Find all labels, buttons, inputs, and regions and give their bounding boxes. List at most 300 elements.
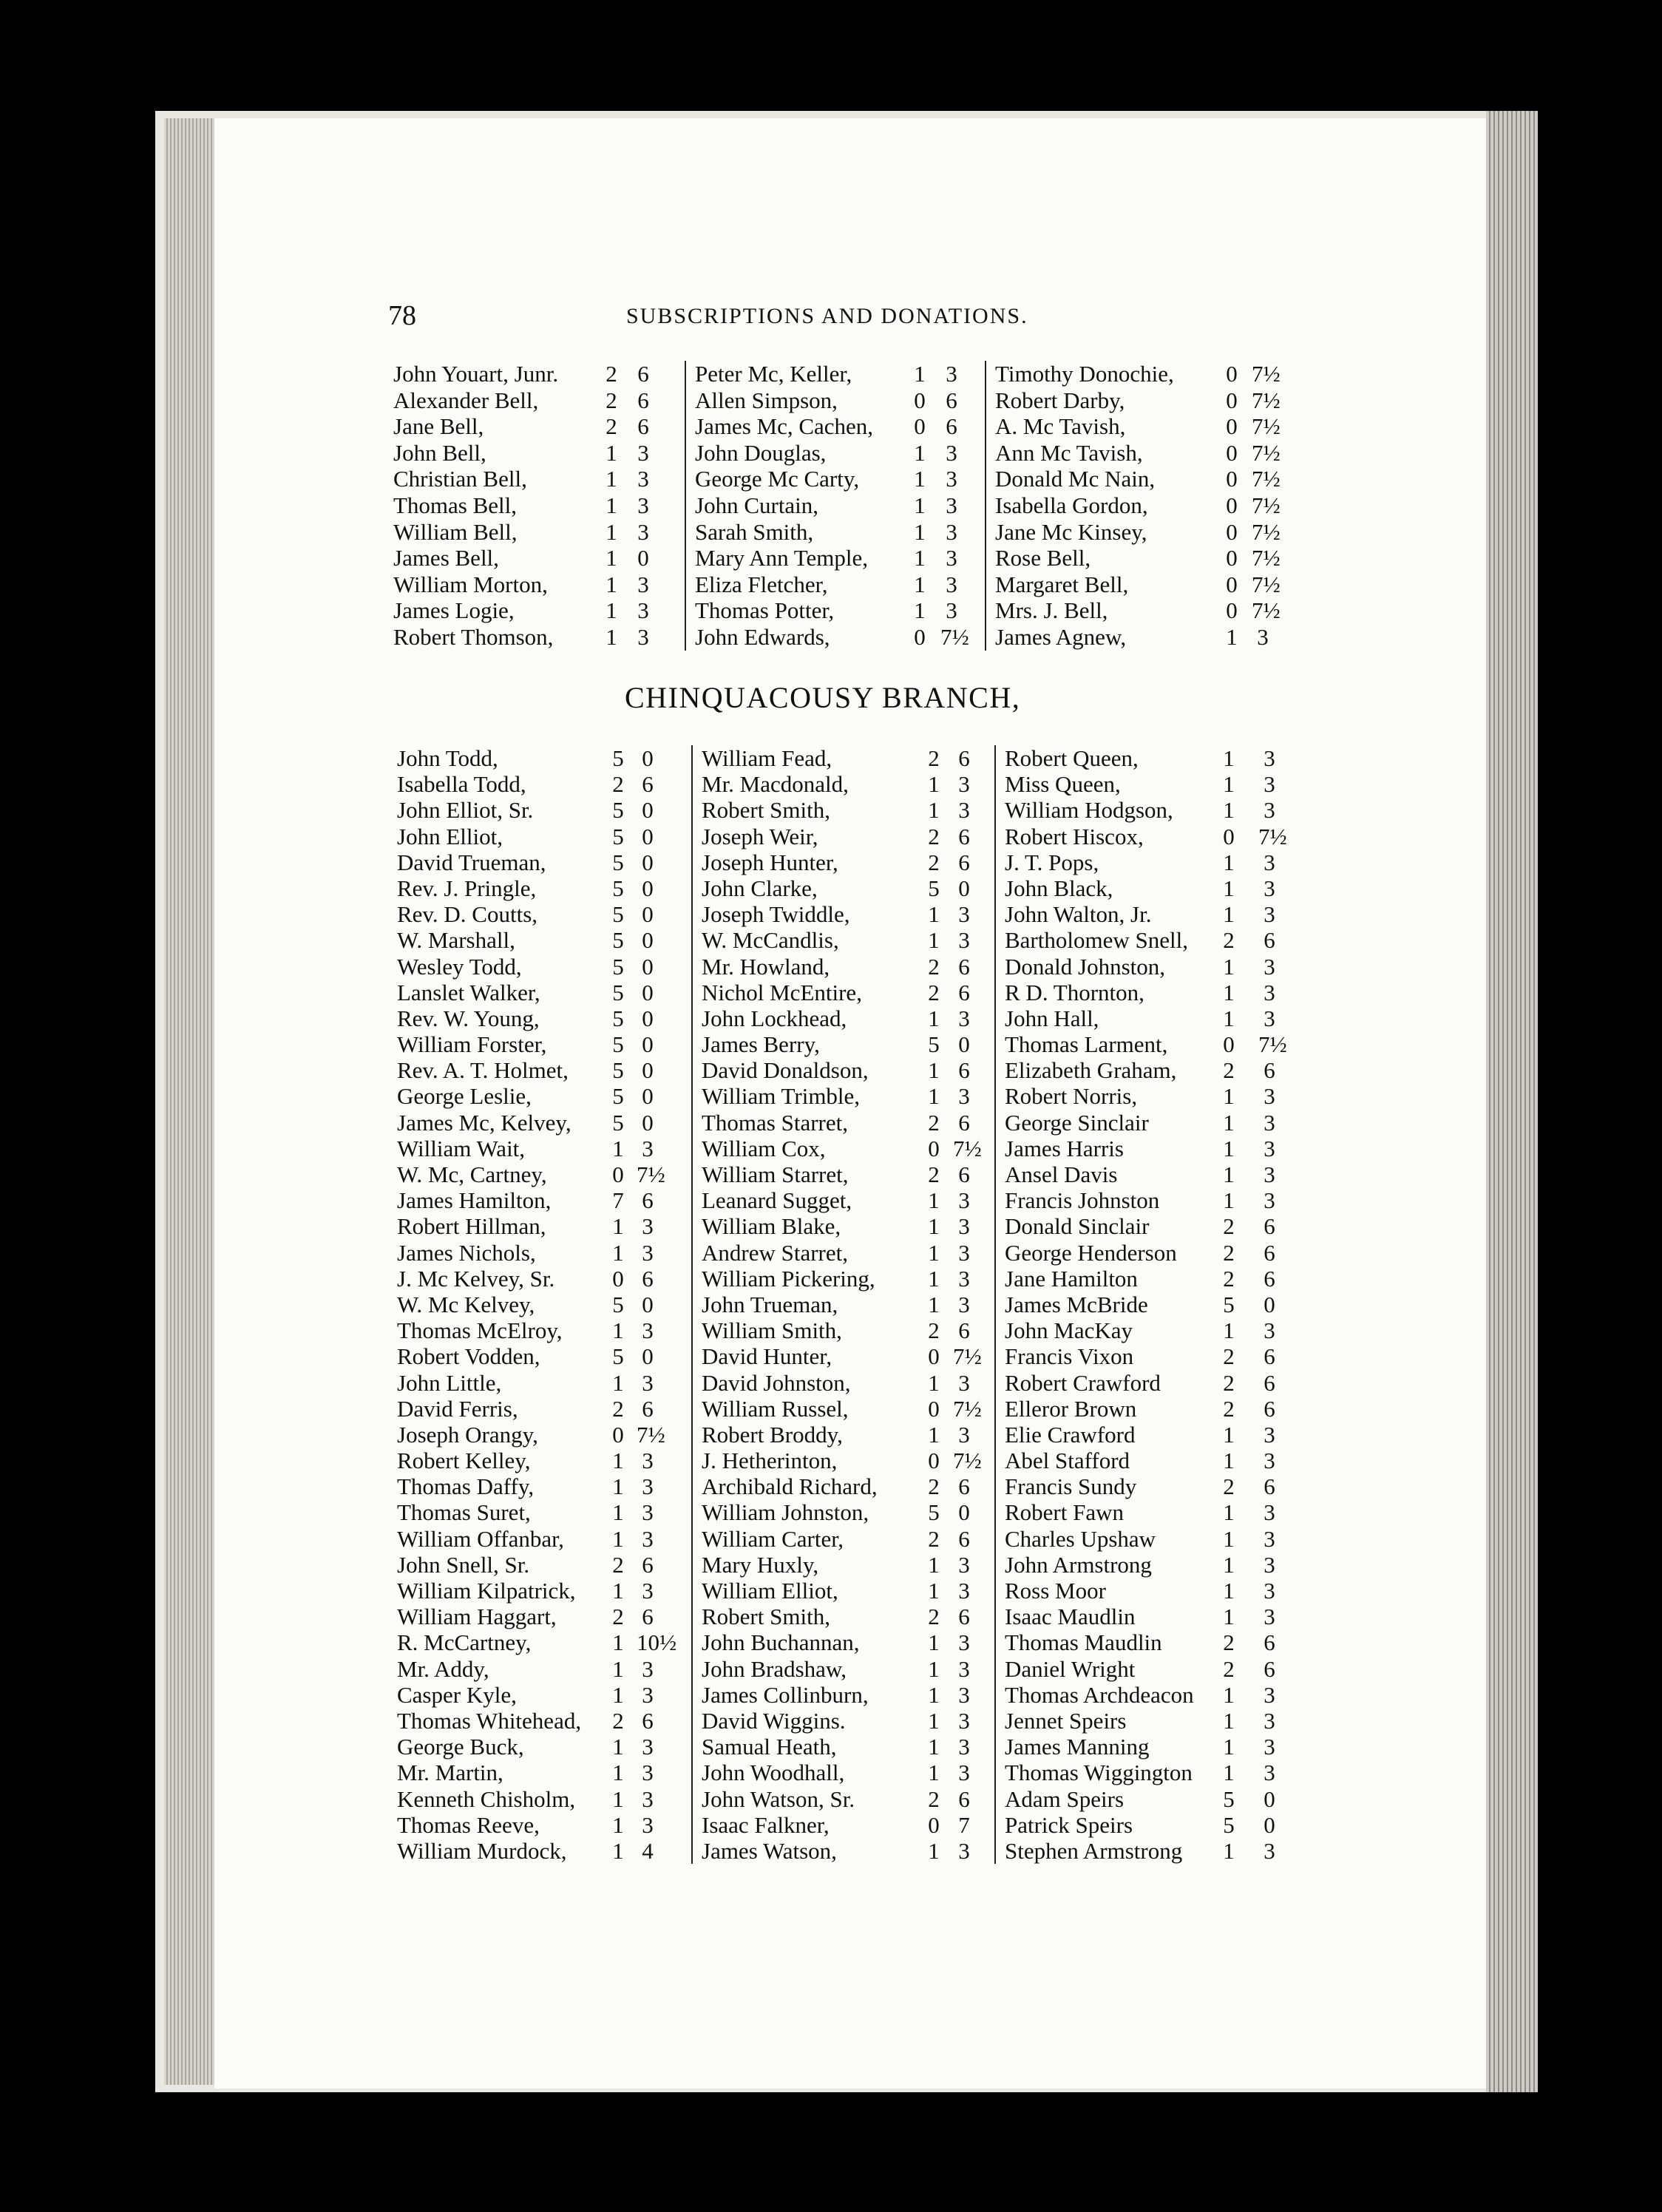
subscriber-name: James Collinburn,	[702, 1681, 869, 1708]
subscriber-row	[693, 1005, 996, 1031]
subscriber-name: John Youart, Junr.	[393, 361, 559, 387]
amount-shillings: 1	[606, 571, 617, 597]
subscriber-row	[388, 1604, 691, 1629]
subscriber-row	[693, 1838, 996, 1864]
page-number: 78	[388, 300, 416, 331]
subscriber-name: William Haggart,	[397, 1604, 557, 1630]
amount-pence: 7½	[1252, 439, 1281, 466]
amount-shillings: 1	[928, 1551, 940, 1578]
subscriber-name: Thomas Suret,	[397, 1499, 531, 1526]
subscriber-name: George Buck,	[397, 1734, 524, 1760]
subscriber-name: R. McCartney,	[397, 1629, 532, 1656]
amount-shillings: 2	[612, 1707, 624, 1734]
subscriber-row	[693, 1708, 996, 1734]
amount-shillings: 1	[928, 1681, 940, 1708]
amount-pence: 3	[1264, 745, 1275, 771]
subscriber-row	[986, 545, 1297, 571]
amount-pence: 6	[1264, 1473, 1275, 1500]
subscriber-name: Casper Kyle,	[397, 1681, 517, 1708]
subscriber-row	[986, 440, 1297, 467]
amount-shillings: 1	[1223, 1109, 1235, 1136]
amount-shillings: 0	[928, 1811, 940, 1838]
running-title: SUBSCRIPTIONS AND DONATIONS.	[626, 304, 1028, 328]
subscriber-name: George Leslie,	[397, 1083, 532, 1110]
subscriber-name: Miss Queen,	[1005, 771, 1121, 798]
amount-pence: 3	[1264, 1760, 1275, 1786]
subscriber-name: Abel Stafford	[1005, 1448, 1130, 1474]
amount-shillings: 0	[1226, 571, 1238, 597]
subscriber-name: Ansel Davis	[1005, 1161, 1118, 1187]
amount-shillings: 1	[928, 1005, 940, 1031]
subscriber-name: William Wait,	[397, 1135, 526, 1161]
subscriber-name: W. Marshall,	[397, 927, 515, 954]
amount-shillings: 1	[1223, 1837, 1235, 1864]
subscriber-name: John Douglas,	[695, 439, 827, 466]
amount-shillings: 2	[612, 1551, 624, 1578]
amount-pence: 3	[1264, 1421, 1275, 1448]
amount-pence: 6	[637, 387, 649, 413]
subscriber-row	[388, 1734, 691, 1760]
subscriber-name: Isabella Gordon,	[995, 492, 1148, 518]
amount-pence: 0	[642, 1291, 654, 1317]
amount-pence: 3	[642, 1655, 654, 1682]
amount-pence: 3	[958, 1551, 970, 1578]
subscriber-row	[693, 1292, 996, 1317]
amount-pence: 3	[1264, 979, 1275, 1005]
subscriber-name: Robert Hillman,	[397, 1213, 546, 1240]
subscriber-row	[693, 771, 996, 797]
top_list-column-3	[985, 361, 1297, 651]
subscriber-name: Mr. Howland,	[702, 953, 830, 980]
amount-shillings: 0	[914, 387, 926, 413]
amount-pence: 3	[958, 1734, 970, 1760]
right-page-edges	[1486, 111, 1538, 2092]
amount-pence: 7½	[1252, 571, 1281, 597]
subscriber-row	[693, 1656, 996, 1682]
amount-shillings: 1	[606, 439, 617, 466]
amount-shillings: 1	[606, 466, 617, 492]
amount-pence: 0	[642, 849, 654, 875]
amount-shillings: 2	[1223, 1629, 1235, 1656]
amount-pence: 3	[642, 1135, 654, 1161]
amount-shillings: 1	[612, 1578, 624, 1604]
amount-shillings: 5	[612, 849, 624, 875]
subscriber-name: James Logie,	[393, 597, 515, 624]
amount-pence: 3	[1264, 1604, 1275, 1630]
subscriber-name: Elleror Brown	[1005, 1395, 1137, 1422]
amount-pence: 7½	[1252, 361, 1281, 387]
subscriber-row	[384, 571, 688, 598]
amount-shillings: 1	[612, 1213, 624, 1240]
subscriber-name: Rev. D. Coutts,	[397, 901, 538, 928]
amount-shillings: 2	[1223, 1057, 1235, 1084]
subscriber-name: William Carter,	[702, 1525, 844, 1552]
amount-pence: 4	[642, 1837, 654, 1864]
amount-shillings: 1	[1223, 1681, 1235, 1708]
subscriber-name: William Morton,	[393, 571, 548, 597]
amount-pence: 3	[642, 1811, 654, 1838]
amount-pence: 3	[1264, 1681, 1275, 1708]
amount-shillings: 1	[612, 1629, 624, 1656]
amount-pence: 7½	[1258, 1031, 1287, 1058]
chinquacousy-column-2	[691, 745, 996, 1864]
amount-pence: 3	[642, 1317, 654, 1344]
amount-pence: 3	[946, 439, 957, 466]
subscriber-name: Thomas Wiggington	[1005, 1760, 1193, 1786]
subscriber-row	[388, 745, 691, 771]
subscriber-row	[996, 745, 1314, 771]
subscriber-row	[996, 927, 1314, 953]
amount-shillings: 1	[928, 1265, 940, 1292]
amount-pence: 3	[958, 927, 970, 954]
subscriber-name: Jane Bell,	[393, 413, 484, 440]
amount-shillings: 1	[928, 1057, 940, 1084]
subscriber-name: W. McCandlis,	[702, 927, 839, 954]
amount-shillings: 0	[914, 623, 926, 650]
subscriber-row	[986, 361, 1297, 387]
amount-pence: 3	[958, 1707, 970, 1734]
amount-pence: 3	[1264, 1161, 1275, 1187]
subscriber-row	[384, 361, 688, 387]
amount-pence: 6	[958, 953, 970, 980]
amount-shillings: 1	[606, 623, 617, 650]
amount-pence: 3	[1264, 1083, 1275, 1110]
amount-shillings: 1	[914, 439, 926, 466]
subscriber-name: Charles Upshaw	[1005, 1525, 1156, 1552]
subscriber-row	[986, 413, 1297, 440]
subscriber-row	[693, 1682, 996, 1708]
amount-pence: 6	[1264, 1395, 1275, 1422]
amount-shillings: 2	[1223, 927, 1235, 954]
amount-pence: 7	[958, 1811, 970, 1838]
amount-shillings: 1	[1223, 979, 1235, 1005]
subscriber-row	[996, 1760, 1314, 1785]
left-page-edges	[164, 118, 216, 2085]
amount-pence: 3	[1264, 1317, 1275, 1344]
amount-pence: 6	[1264, 1239, 1275, 1266]
amount-shillings: 1	[1223, 875, 1235, 901]
subscriber-name: John Bradshaw,	[702, 1655, 847, 1682]
amount-shillings: 5	[612, 745, 624, 771]
subscriber-name: Patrick Speirs	[1005, 1811, 1133, 1838]
subscriber-row	[384, 624, 688, 651]
subscriber-name: Thomas McElroy,	[397, 1317, 563, 1344]
subscriber-row	[996, 1292, 1314, 1317]
subscriber-name: John Curtain,	[695, 492, 819, 518]
subscriber-name: John Woodhall,	[702, 1760, 845, 1786]
subscriber-name: Daniel Wright	[1005, 1655, 1136, 1682]
subscriber-name: Mr. Martin,	[397, 1760, 503, 1786]
amount-shillings: 1	[1223, 771, 1235, 798]
amount-pence: 3	[958, 1760, 970, 1786]
subscriber-row	[388, 901, 691, 927]
subscriber-row	[693, 849, 996, 875]
subscriber-name: Joseph Twiddle,	[702, 901, 850, 928]
amount-pence: 6	[958, 823, 970, 849]
subscriber-name: Donald Sinclair	[1005, 1213, 1150, 1240]
amount-shillings: 2	[928, 1785, 940, 1812]
subscriber-row	[996, 1473, 1314, 1499]
subscriber-name: John Todd,	[397, 745, 498, 771]
subscriber-row	[996, 1136, 1314, 1161]
amount-shillings: 1	[612, 1499, 624, 1526]
subscriber-name: John Hall,	[1005, 1005, 1099, 1031]
amount-shillings: 0	[1226, 597, 1238, 624]
subscriber-row	[693, 954, 996, 980]
amount-shillings: 5	[612, 1109, 624, 1136]
amount-pence: 3	[642, 1734, 654, 1760]
subscriber-row	[996, 771, 1314, 797]
subscriber-name: James Bell,	[393, 545, 499, 571]
amount-pence: 0	[1264, 1785, 1275, 1812]
subscriber-row	[996, 1578, 1314, 1604]
amount-shillings: 1	[612, 1317, 624, 1344]
amount-pence: 7½	[1252, 413, 1281, 440]
amount-shillings: 1	[1223, 1317, 1235, 1344]
subscriber-name: John Bell,	[393, 439, 486, 466]
amount-pence: 3	[1264, 953, 1275, 980]
subscriber-name: Rev. J. Pringle,	[397, 875, 537, 901]
subscriber-row	[996, 1734, 1314, 1760]
subscriber-name: Thomas Larment,	[1005, 1031, 1168, 1058]
amount-pence: 6	[642, 1551, 654, 1578]
subscriber-row	[388, 1317, 691, 1343]
subscriber-name: Christian Bell,	[393, 466, 527, 492]
amount-pence: 3	[958, 1083, 970, 1110]
subscriber-name: Joseph Hunter,	[702, 849, 838, 875]
amount-pence: 3	[1264, 1109, 1275, 1136]
subscriber-row	[693, 1031, 996, 1057]
subscriber-row	[388, 927, 691, 953]
amount-pence: 3	[946, 492, 957, 518]
subscriber-row	[388, 1760, 691, 1785]
subscriber-row	[996, 1057, 1314, 1083]
subscriber-row	[693, 1161, 996, 1187]
amount-pence: 0	[637, 545, 649, 571]
amount-shillings: 1	[928, 1213, 940, 1240]
amount-pence: 3	[1257, 623, 1269, 650]
amount-pence: 6	[1264, 1655, 1275, 1682]
amount-shillings: 5	[612, 797, 624, 824]
amount-shillings: 2	[928, 1317, 940, 1344]
subscriber-row	[693, 1760, 996, 1785]
subscriber-name: Francis Sundy	[1005, 1473, 1137, 1500]
amount-pence: 3	[1264, 901, 1275, 928]
subscriber-row	[986, 519, 1297, 546]
subscriber-row	[388, 1213, 691, 1239]
amount-shillings: 2	[928, 1109, 940, 1136]
subscriber-row	[996, 1499, 1314, 1525]
chinquacousy-column-3	[994, 745, 1314, 1864]
subscriber-row	[686, 413, 989, 440]
amount-shillings: 0	[928, 1448, 940, 1474]
subscriber-name: Robert Fawn	[1005, 1499, 1125, 1526]
section-heading: CHINQUACOUSY BRANCH,	[625, 681, 1021, 714]
subscriber-row	[693, 1604, 996, 1629]
amount-shillings: 5	[1223, 1291, 1235, 1317]
amount-shillings: 2	[612, 1395, 624, 1422]
chinquacousy-column-1	[388, 745, 691, 1864]
subscriber-name: John Armstrong	[1005, 1551, 1152, 1578]
amount-shillings: 1	[928, 1837, 940, 1864]
amount-shillings: 1	[1223, 1005, 1235, 1031]
amount-shillings: 0	[1226, 387, 1238, 413]
subscriber-row	[388, 1682, 691, 1708]
subscriber-name: R D. Thornton,	[1005, 979, 1144, 1005]
amount-pence: 0	[642, 875, 654, 901]
subscriber-name: William Pickering,	[702, 1265, 875, 1292]
subscriber-row	[996, 1240, 1314, 1266]
subscriber-name: John Little,	[397, 1369, 502, 1396]
amount-pence: 6	[946, 413, 957, 440]
amount-pence: 3	[1264, 1707, 1275, 1734]
amount-pence: 3	[946, 545, 957, 571]
subscriber-name: William Bell,	[393, 518, 518, 545]
subscriber-row	[996, 980, 1314, 1005]
subscriber-row	[686, 597, 989, 624]
subscriber-name: Isaac Falkner,	[702, 1811, 830, 1838]
amount-shillings: 1	[1223, 1083, 1235, 1110]
amount-shillings: 1	[928, 1239, 940, 1266]
amount-shillings: 1	[914, 466, 926, 492]
subscriber-row	[686, 571, 989, 598]
subscriber-row	[388, 1136, 691, 1161]
subscriber-row	[693, 1057, 996, 1083]
subscriber-name: John Black,	[1005, 875, 1113, 901]
subscriber-row	[693, 875, 996, 901]
subscriber-name: William Offanbar,	[397, 1525, 564, 1552]
subscriber-row	[388, 1448, 691, 1473]
subscriber-name: J. Hetherinton,	[702, 1448, 838, 1474]
amount-pence: 6	[642, 1187, 654, 1214]
amount-shillings: 7	[612, 1187, 624, 1214]
subscriber-name: Eliza Fletcher,	[695, 571, 828, 597]
page-header	[388, 299, 1334, 336]
amount-shillings: 1	[928, 771, 940, 798]
amount-pence: 0	[642, 1057, 654, 1084]
subscriber-row	[996, 875, 1314, 901]
subscriber-row	[996, 901, 1314, 927]
amount-shillings: 1	[606, 597, 617, 624]
amount-shillings: 1	[612, 1811, 624, 1838]
amount-pence: 7½	[1252, 518, 1281, 545]
amount-pence: 7½	[637, 1421, 665, 1448]
amount-shillings: 0	[1223, 823, 1235, 849]
amount-shillings: 0	[914, 413, 926, 440]
subscriber-name: James Berry,	[702, 1031, 820, 1058]
subscriber-row	[384, 519, 688, 546]
amount-shillings: 2	[928, 823, 940, 849]
amount-shillings: 1	[928, 1578, 940, 1604]
amount-pence: 6	[958, 1057, 970, 1084]
subscriber-name: J. T. Pops,	[1005, 849, 1099, 875]
amount-shillings: 1	[1223, 745, 1235, 771]
subscriber-row	[686, 545, 989, 571]
subscriber-name: John Watson, Sr.	[702, 1785, 855, 1812]
subscriber-row	[693, 1083, 996, 1109]
subscriber-name: Mrs. J. Bell,	[995, 597, 1108, 624]
subscriber-name: David Donaldson,	[702, 1057, 869, 1084]
amount-pence: 0	[642, 927, 654, 954]
amount-shillings: 1	[606, 518, 617, 545]
subscriber-name: John Lockhead,	[702, 1005, 847, 1031]
subscriber-row	[388, 1370, 691, 1396]
amount-shillings: 1	[1223, 1499, 1235, 1526]
subscriber-row	[388, 1083, 691, 1109]
subscriber-row	[384, 387, 688, 414]
subscriber-name: Elizabeth Graham,	[1005, 1057, 1177, 1084]
subscriber-row	[693, 1343, 996, 1369]
subscriber-row	[693, 1786, 996, 1812]
amount-shillings: 1	[606, 545, 617, 571]
amount-shillings: 1	[914, 518, 926, 545]
subscriber-name: Robert Hiscox,	[1005, 823, 1144, 849]
amount-shillings: 2	[606, 413, 617, 440]
amount-pence: 3	[1264, 1525, 1275, 1552]
amount-pence: 6	[946, 387, 957, 413]
subscriber-name: William Smith,	[702, 1317, 842, 1344]
amount-shillings: 2	[928, 1525, 940, 1552]
amount-shillings: 5	[612, 927, 624, 954]
subscriber-name: Francis Johnston	[1005, 1187, 1160, 1214]
amount-pence: 7½	[637, 1161, 665, 1187]
amount-pence: 3	[642, 1448, 654, 1474]
subscriber-row	[384, 413, 688, 440]
subscriber-name: Sarah Smith,	[695, 518, 814, 545]
amount-shillings: 2	[928, 1473, 940, 1500]
amount-pence: 6	[1264, 1213, 1275, 1240]
amount-shillings: 1	[1223, 849, 1235, 875]
subscriber-name: George Sinclair	[1005, 1109, 1149, 1136]
amount-pence: 3	[958, 901, 970, 928]
subscriber-row	[693, 1187, 996, 1213]
subscriber-row	[693, 1552, 996, 1578]
subscriber-row	[388, 824, 691, 849]
subscriber-row	[996, 1213, 1314, 1239]
amount-shillings: 5	[612, 1005, 624, 1031]
subscriber-row	[388, 1656, 691, 1682]
subscriber-row	[388, 1578, 691, 1604]
amount-pence: 6	[958, 1473, 970, 1500]
amount-pence: 6	[642, 1265, 654, 1292]
amount-pence: 3	[958, 1239, 970, 1266]
subscriber-row	[996, 1422, 1314, 1448]
subscriber-row	[388, 1031, 691, 1057]
subscriber-name: Rose Bell,	[995, 545, 1091, 571]
amount-shillings: 2	[928, 849, 940, 875]
amount-shillings: 1	[1223, 953, 1235, 980]
amount-pence: 10½	[637, 1629, 677, 1656]
subscriber-name: Robert Smith,	[702, 1604, 830, 1630]
amount-pence: 3	[637, 492, 649, 518]
amount-pence: 7½	[1252, 466, 1281, 492]
amount-shillings: 5	[612, 953, 624, 980]
amount-shillings: 1	[612, 1369, 624, 1396]
amount-pence: 0	[642, 1343, 654, 1370]
subscriber-name: Jennet Speirs	[1005, 1707, 1127, 1734]
amount-pence: 3	[637, 518, 649, 545]
amount-pence: 3	[1264, 1448, 1275, 1474]
subscriber-name: W. Mc, Cartney,	[397, 1161, 547, 1187]
subscriber-name: Robert Kelley,	[397, 1448, 531, 1474]
subscriber-row	[388, 1552, 691, 1578]
amount-shillings: 5	[928, 875, 940, 901]
subscriber-row	[693, 1213, 996, 1239]
top_list-column-1	[384, 361, 688, 651]
amount-shillings: 5	[612, 823, 624, 849]
subscriber-name: Donald Johnston,	[1005, 953, 1165, 980]
amount-pence: 6	[642, 1395, 654, 1422]
